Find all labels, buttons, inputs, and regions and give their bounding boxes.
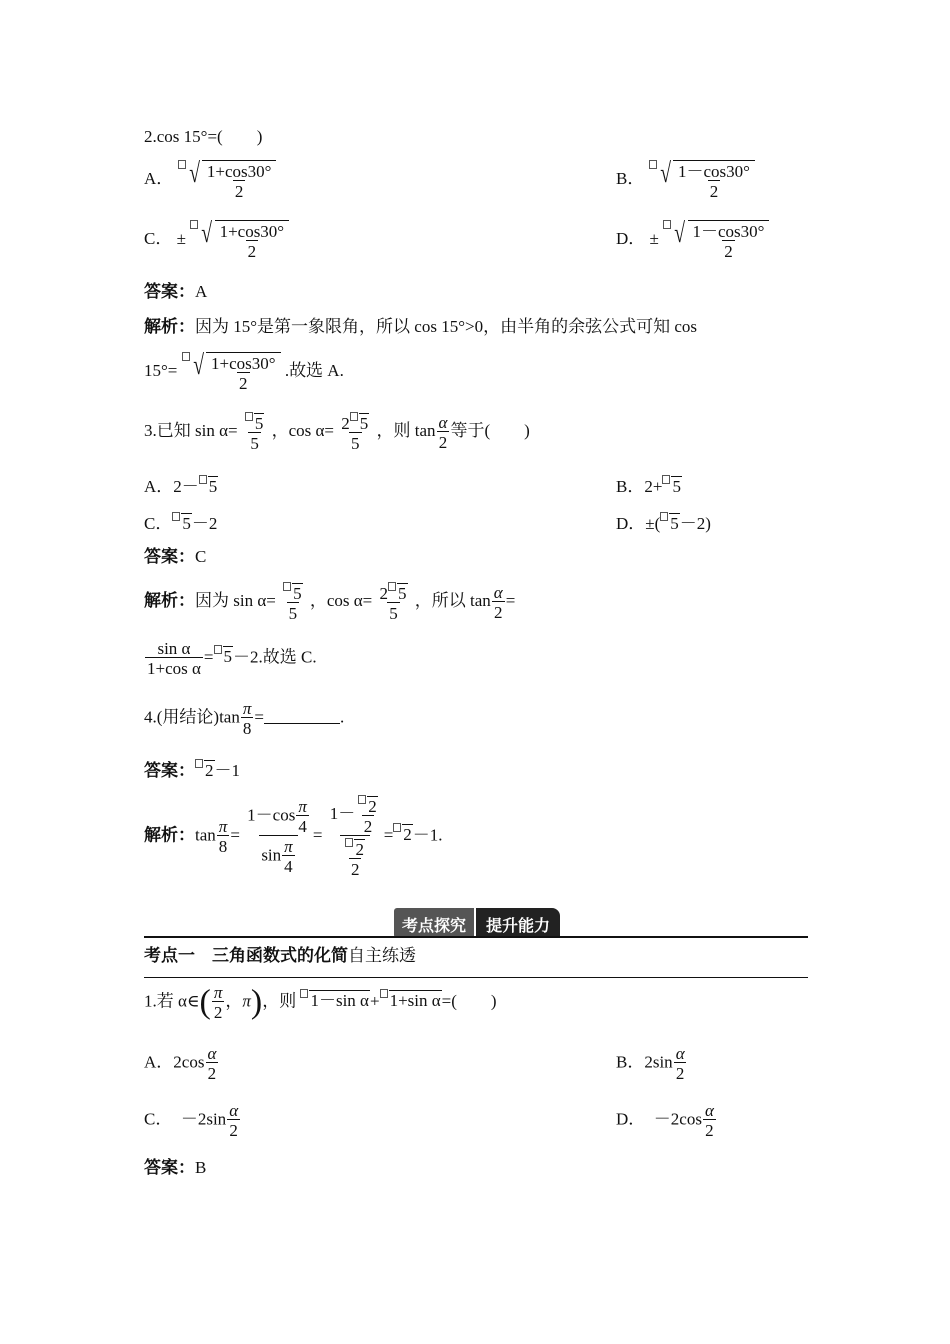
- q2-option-row-2: [144, 218, 765, 261]
- stem-text: 4.(用结论)tan: [144, 707, 240, 727]
- sqrt-5: 5: [672, 477, 681, 496]
- analysis-text: =: [203, 647, 214, 667]
- coefficient: 2: [341, 414, 350, 433]
- heading-text: 考点一 三角函数式的化简: [144, 946, 348, 965]
- q3-stem: [144, 412, 530, 452]
- stem-text: ，cos α=: [271, 420, 334, 440]
- fraction-denominator: 2: [724, 242, 733, 261]
- banner-left: 考点探究: [394, 908, 474, 938]
- answer-label: 答案：: [144, 1158, 195, 1177]
- pi: π: [242, 699, 252, 718]
- sqrt-2: 2: [368, 797, 377, 816]
- coefficient: 2: [379, 584, 388, 603]
- equals: =: [312, 825, 323, 845]
- stem-text: ，则 tan: [376, 420, 436, 440]
- fraction-denominator: 5: [351, 434, 360, 453]
- fraction-denominator: 2: [675, 1064, 685, 1083]
- alpha: α: [207, 1044, 217, 1063]
- fraction-numerator: 1+cos30°: [211, 354, 276, 373]
- answer-value: C: [195, 547, 207, 566]
- q2-option-b-label: B．: [616, 168, 645, 188]
- sqrt-symbol: √ $\frac{1-\cos 30^\circ}{2}$: [663, 220, 769, 260]
- analysis-label: 解析：: [144, 590, 195, 610]
- analysis-text: －2.故选 C.: [233, 647, 317, 667]
- stem-text: =( ): [441, 991, 497, 1011]
- stem-text: 1.若 α∈: [144, 991, 200, 1011]
- fraction-denominator: 8: [242, 719, 252, 738]
- stem-text: +: [369, 991, 380, 1011]
- fraction-denominator: 2: [234, 182, 244, 201]
- q2-option-c-label: C．: [144, 228, 173, 248]
- sqrt-2: 2: [205, 761, 214, 780]
- q3-answer: [144, 548, 206, 565]
- banner-right: 提升能力: [476, 908, 560, 938]
- q3-option-a: A．2－: [144, 477, 199, 496]
- q4-stem: [144, 700, 344, 737]
- q2-analysis-line-1: [144, 318, 697, 335]
- analysis-text: －1.: [412, 825, 443, 845]
- alpha: α: [704, 1101, 714, 1120]
- section-banner: [144, 902, 810, 938]
- answer-label: 答案：: [144, 761, 195, 780]
- alpha: α: [493, 582, 503, 602]
- banner-rule: [144, 936, 808, 938]
- fraction-denominator: 5: [389, 604, 398, 623]
- fraction-denominator: 2: [709, 182, 719, 201]
- sqrt-5: 5: [223, 647, 232, 667]
- q4-answer: [144, 759, 240, 779]
- q2-option-d-label: D．: [616, 228, 646, 248]
- fraction-numerator: 1+cos30°: [219, 222, 285, 241]
- q2-answer: [144, 283, 207, 300]
- equals: =: [383, 825, 394, 845]
- option-text: B．2sin: [616, 1052, 673, 1072]
- fraction-denominator: 2: [239, 374, 248, 393]
- stem-text: .: [339, 707, 345, 727]
- pi: π: [298, 797, 307, 816]
- q2-option-a-label: A．: [144, 168, 174, 188]
- sqrt-5: 5: [398, 584, 407, 603]
- sqrt-expression: 1－sin α: [310, 991, 369, 1011]
- sqrt-5: 5: [254, 414, 264, 433]
- analysis-text: .故选 A.: [284, 360, 344, 380]
- option-a: A．2cos: [144, 1052, 205, 1072]
- sqrt-expression: 1+sin α: [389, 991, 441, 1011]
- alpha: α: [229, 1101, 239, 1120]
- analysis-label: 解析：: [144, 317, 195, 336]
- ex1-option-row-2: [144, 1101, 714, 1140]
- q2-option-b: [616, 160, 755, 200]
- sqrt-symbol: √ $\frac{1-\cos 30^\circ}{2}$: [649, 160, 755, 200]
- fraction-denominator: 4: [298, 817, 307, 836]
- section-heading: [144, 947, 416, 964]
- fraction-denominator: 2: [229, 1121, 238, 1140]
- sqrt-5: 5: [182, 514, 191, 533]
- q2-analysis-line-2: [144, 352, 344, 392]
- answer-value: －1: [214, 761, 240, 780]
- stem-text: ，则: [262, 991, 297, 1011]
- fraction-denominator: 5: [288, 604, 298, 623]
- stem-text: 等于( ): [450, 420, 530, 440]
- pi: π: [284, 837, 293, 856]
- q2-option-row-1: [144, 158, 750, 201]
- fraction-text: sin: [261, 845, 282, 865]
- fraction-numerator: 1+cos30°: [206, 162, 272, 181]
- analysis-text: 15°=: [144, 360, 178, 380]
- analysis-text: ，所以 tan: [414, 590, 491, 610]
- option-text: －2: [191, 514, 218, 533]
- answer-blank: [264, 709, 340, 724]
- fraction-denominator: 8: [218, 837, 228, 856]
- q3-option-row-2: [144, 512, 711, 533]
- fraction-denominator: 2: [363, 817, 373, 836]
- answer-value: A: [195, 282, 208, 301]
- sqrt-2: 2: [403, 825, 412, 845]
- analysis-text: =: [505, 590, 516, 610]
- heading-tag: 自主练透: [348, 946, 416, 965]
- q3-analysis-line-1: [144, 582, 515, 622]
- fraction-denominator: 2: [247, 242, 257, 261]
- answer-label: 答案：: [144, 547, 195, 566]
- fraction-numerator: sin α: [157, 639, 191, 658]
- analysis-text: 因为 15°是第一象限角，所以 cos 15°>0，由半角的余弦公式可知 cos: [195, 317, 698, 336]
- option-text: B．2+: [616, 477, 663, 496]
- analysis-text: 因为 sin α=: [195, 590, 276, 610]
- option-text: D． －2cos: [616, 1109, 702, 1129]
- fraction-text: 1－: [329, 803, 356, 823]
- fraction-denominator: 1+cos α: [147, 659, 201, 678]
- q3-option-c-label: C．: [144, 514, 173, 533]
- ex1-option-d: [616, 1102, 717, 1139]
- sqrt-symbol: √ $\frac{1+\cos 30^\circ}{2}$: [178, 160, 277, 200]
- sqrt-symbol: √ $\frac{1+\cos 30^\circ}{2}$: [190, 220, 289, 260]
- sqrt-5: 5: [359, 414, 369, 433]
- plus-minus: ±: [649, 228, 659, 248]
- analysis-text: tan: [195, 825, 216, 845]
- analysis-text: ，cos α=: [309, 590, 373, 610]
- ex1-option-row-1: [144, 1044, 685, 1083]
- q3-option-b: [616, 475, 682, 495]
- ex1-option-b: [616, 1045, 688, 1082]
- ex1-stem: 1.若 α∈( $\frac{\pi}{2}$ ，π)，则 1－sin α+ 1+sin α=( ): [144, 983, 497, 1022]
- plus-minus: ±: [176, 228, 186, 248]
- big-fraction-1: [245, 798, 312, 875]
- equals: =: [230, 825, 240, 845]
- fraction-text: 1－cos: [247, 805, 296, 825]
- alpha: α: [438, 412, 448, 432]
- stem-text: =: [254, 707, 264, 727]
- sqrt-2: 2: [355, 840, 364, 859]
- q2-option-d: [616, 220, 769, 260]
- big-fraction-2: [328, 795, 383, 878]
- sqrt-5: 5: [208, 477, 218, 496]
- analysis-label: 解析：: [144, 825, 195, 845]
- option-text: －2: [679, 514, 706, 533]
- ex1-answer: [144, 1159, 206, 1176]
- q4-analysis: [144, 795, 443, 878]
- fraction-denominator: 2: [494, 602, 503, 622]
- fraction-denominator: 2: [705, 1121, 714, 1140]
- fraction-denominator: 2: [350, 860, 360, 879]
- fraction-numerator: 1－cos30°: [692, 222, 765, 241]
- stem-text: 3.已知 sin α=: [144, 420, 238, 440]
- option-c: C． －2sin: [144, 1109, 227, 1129]
- pi: π: [242, 991, 251, 1011]
- answer-value: B: [195, 1158, 207, 1177]
- q3-analysis-line-2: [144, 640, 317, 677]
- fraction-numerator: 1－cos30°: [677, 162, 750, 181]
- fraction-denominator: 2: [438, 432, 448, 452]
- sqrt-5: 5: [670, 514, 679, 533]
- sqrt-symbol: √ $\frac{1+\cos 30^\circ}{2}$: [182, 352, 281, 392]
- sqrt-5: 5: [293, 584, 302, 603]
- fraction-denominator: 2: [207, 1064, 217, 1083]
- fraction-denominator: 4: [284, 857, 293, 876]
- q2-stem: 2.cos 15°=( ): [144, 127, 263, 146]
- answer-label: 答案：: [144, 282, 195, 301]
- q3-option-row-1: [144, 475, 681, 496]
- q3-option-d: D．±( 5－2): [616, 514, 711, 533]
- fraction-denominator: 5: [250, 434, 259, 453]
- pi: π: [218, 817, 228, 836]
- fraction-denominator: 2: [213, 1003, 223, 1022]
- option-text: D．±: [616, 514, 655, 533]
- alpha: α: [675, 1044, 685, 1063]
- pi: π: [213, 983, 223, 1002]
- heading-rule: [144, 977, 808, 978]
